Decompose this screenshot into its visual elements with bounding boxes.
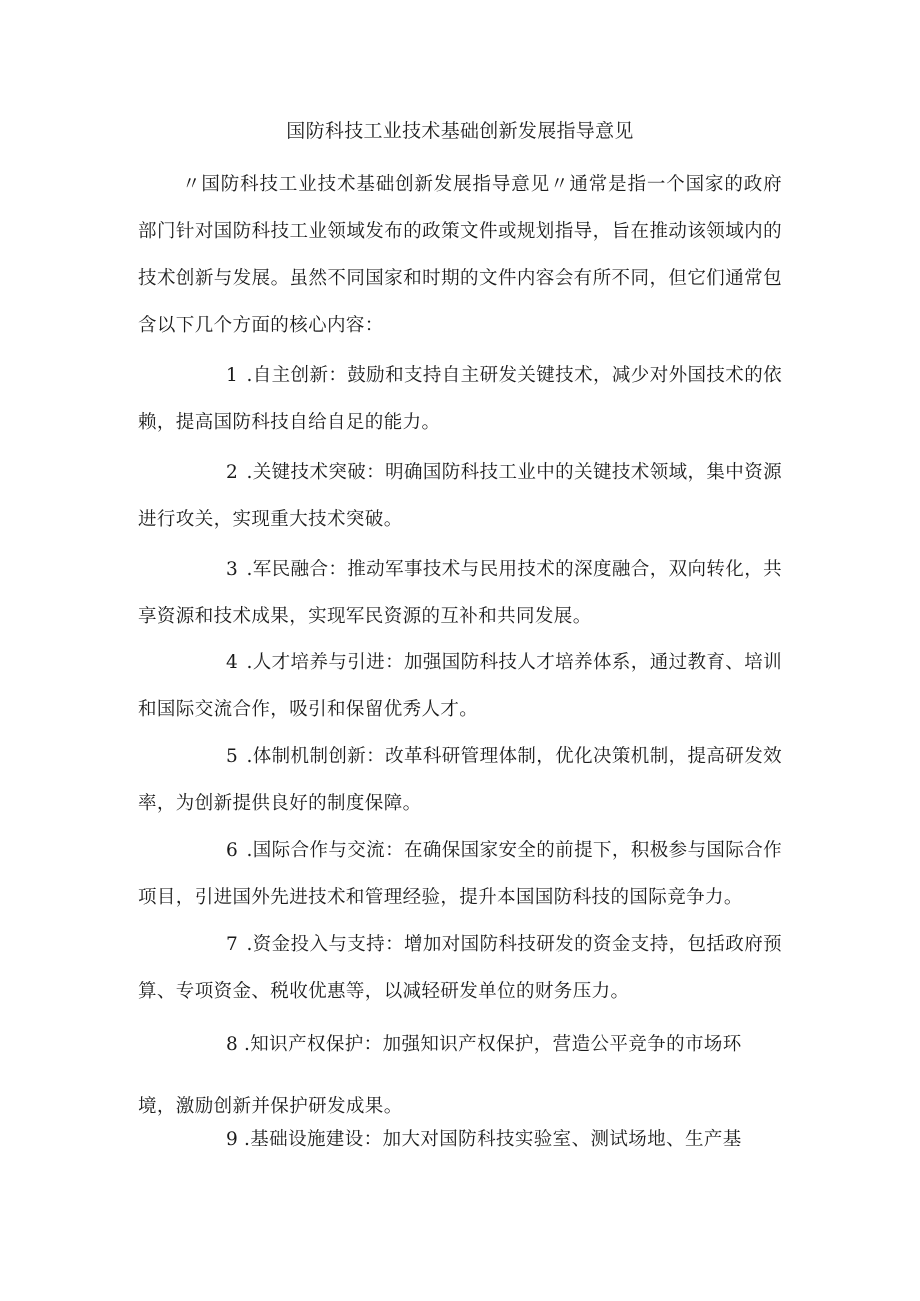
item-text: .基础设施建设：加大对国防科技实验室、测试场地、生产基 [244,1129,742,1150]
item-number: 3 [226,559,239,580]
item-text: .军民融合：推动军事技术与民用技术的深度融合，双向转化，共享资源和技术成果，实现军民资源的互补和共同发展。 [138,559,783,627]
item-text: .资金投入与支持：增加对国防科技研发的资金支持，包括政府预算、专项资金、税收优惠等，以减轻研发单位的财务压力。 [138,934,783,1002]
item-number: 6 [226,840,239,861]
item-text: .人才培养与引进：加强国防科技人才培养体系，通过教育、培训和国际交流合作，吸引和保留优秀人才。 [138,652,783,720]
list-item-continuation: 境，激励创新并保护研发成果。 [138,1096,403,1117]
item-text: .关键技术突破：明确国防科技工业中的关键技术领域，集中资源进行攻关，实现重大技术突破。 [138,462,783,530]
list-item [138,1116,782,1163]
item-text: .国际合作与交流：在确保国家安全的前提下，积极参与国际合作项目，引进国外先进技术和管理经验，提升本国国防科技的国际竞争力。 [138,840,783,908]
list-item [138,639,782,733]
item-text: .体制机制创新：改革科研管理体制，优化决策机制，提高研发效率，为创新提供良好的制度保障。 [138,746,783,814]
list-item [138,733,782,827]
item-number: 7 [226,934,239,955]
document-title: 国防科技工业技术基础创新发展指导意见 [286,120,634,142]
item-text: .自主创新：鼓励和支持自主研发关键技术，减少对外国技术的依赖，提高国防科技自给自足的能力。 [138,365,783,433]
list-item [138,546,782,640]
item-number: 2 [226,462,239,483]
item-number: 8 [226,1034,239,1055]
item-number: 5 [226,746,239,767]
item-text: .知识产权保护：加强知识产权保护，营造公平竞争的市场环 [244,1034,742,1055]
list-item [138,921,782,1015]
list-item [138,352,782,446]
item-number: 4 [226,652,239,673]
intro-paragraph: 〃国防科技工业技术基础创新发展指导意见〃通常是指一个国家的政府部门针对国防科技工业领域发布的政策文件或规划指导，旨在推动该领域内的技术创新与发展。虽然不同国家和时期的文件内容会有所不同，但它们通常包含以下几个方面的核心内容： [138,174,782,336]
list-item [138,449,782,543]
item-number: 9 [226,1129,239,1150]
list-item [138,827,782,921]
list-item [138,1016,782,1073]
item-number: 1 [226,365,239,386]
